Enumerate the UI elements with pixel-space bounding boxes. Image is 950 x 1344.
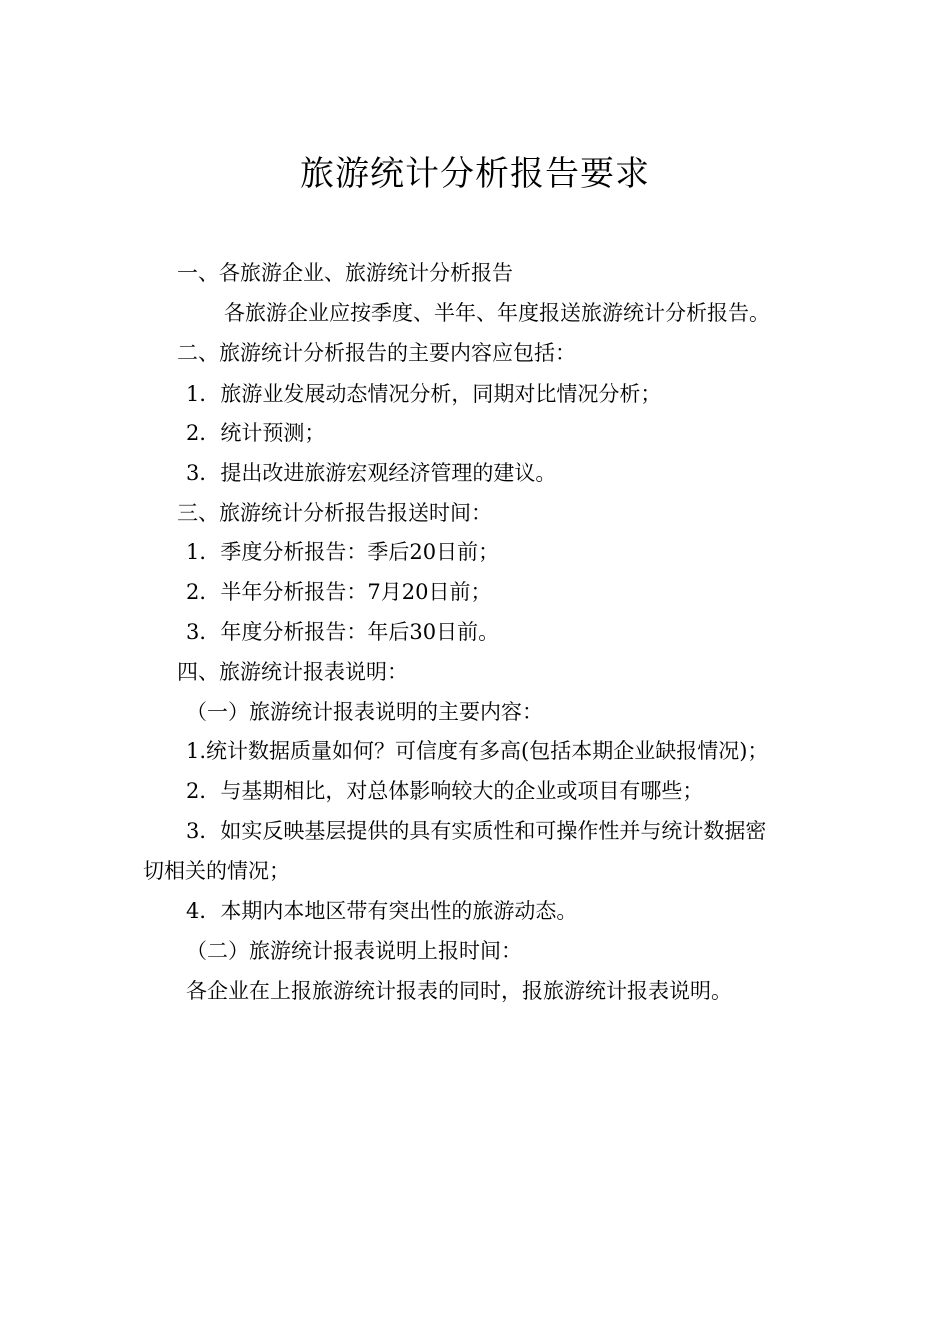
subsection-4-1-item-1: 1.统计数据质量如何？可信度有多高(包括本期企业缺报情况)； <box>186 739 769 763</box>
section-3-item-3: 3．年度分析报告：年后30日前。 <box>186 620 500 644</box>
document-title: 旅游统计分析报告要求 <box>300 154 650 194</box>
subsection-heading-4-1: （一）旅游统计报表说明的主要内容： <box>186 700 543 724</box>
subsection-4-2-paragraph: 各企业在上报旅游统计报表的同时，报旅游统计报表说明。 <box>186 979 732 1003</box>
section-heading-3: 三、旅游统计分析报告报送时间： <box>177 501 492 525</box>
subsection-heading-4-2: （二）旅游统计报表说明上报时间： <box>186 939 522 963</box>
section-3-item-1: 1．季度分析报告：季后20日前； <box>186 540 500 564</box>
subsection-4-1-item-3: 3．如实反映基层提供的具有实质性和可操作性并与统计数据密 <box>186 819 767 843</box>
section-heading-4: 四、旅游统计报表说明： <box>177 660 408 684</box>
subsection-4-1-item-4: 4．本期内本地区带有突出性的旅游动态。 <box>186 899 578 923</box>
section-1-paragraph: 各旅游企业应按季度、半年、年度报送旅游统计分析报告。 <box>224 301 770 325</box>
section-heading-1: 一、各旅游企业、旅游统计分析报告 <box>177 261 513 285</box>
section-2-item-3: 3．提出改进旅游宏观经济管理的建议。 <box>186 461 557 485</box>
subsection-4-1-item-3-continued: 切相关的情况； <box>143 859 290 883</box>
section-3-item-2: 2．半年分析报告：7月20日前； <box>186 580 492 604</box>
section-2-item-2: 2．统计预测； <box>186 421 326 445</box>
section-heading-2: 二、旅游统计分析报告的主要内容应包括： <box>177 341 576 365</box>
subsection-4-1-item-2: 2．与基期相比，对总体影响较大的企业或项目有哪些； <box>186 779 704 803</box>
section-2-item-1: 1．旅游业发展动态情况分析，同期对比情况分析； <box>186 382 662 406</box>
